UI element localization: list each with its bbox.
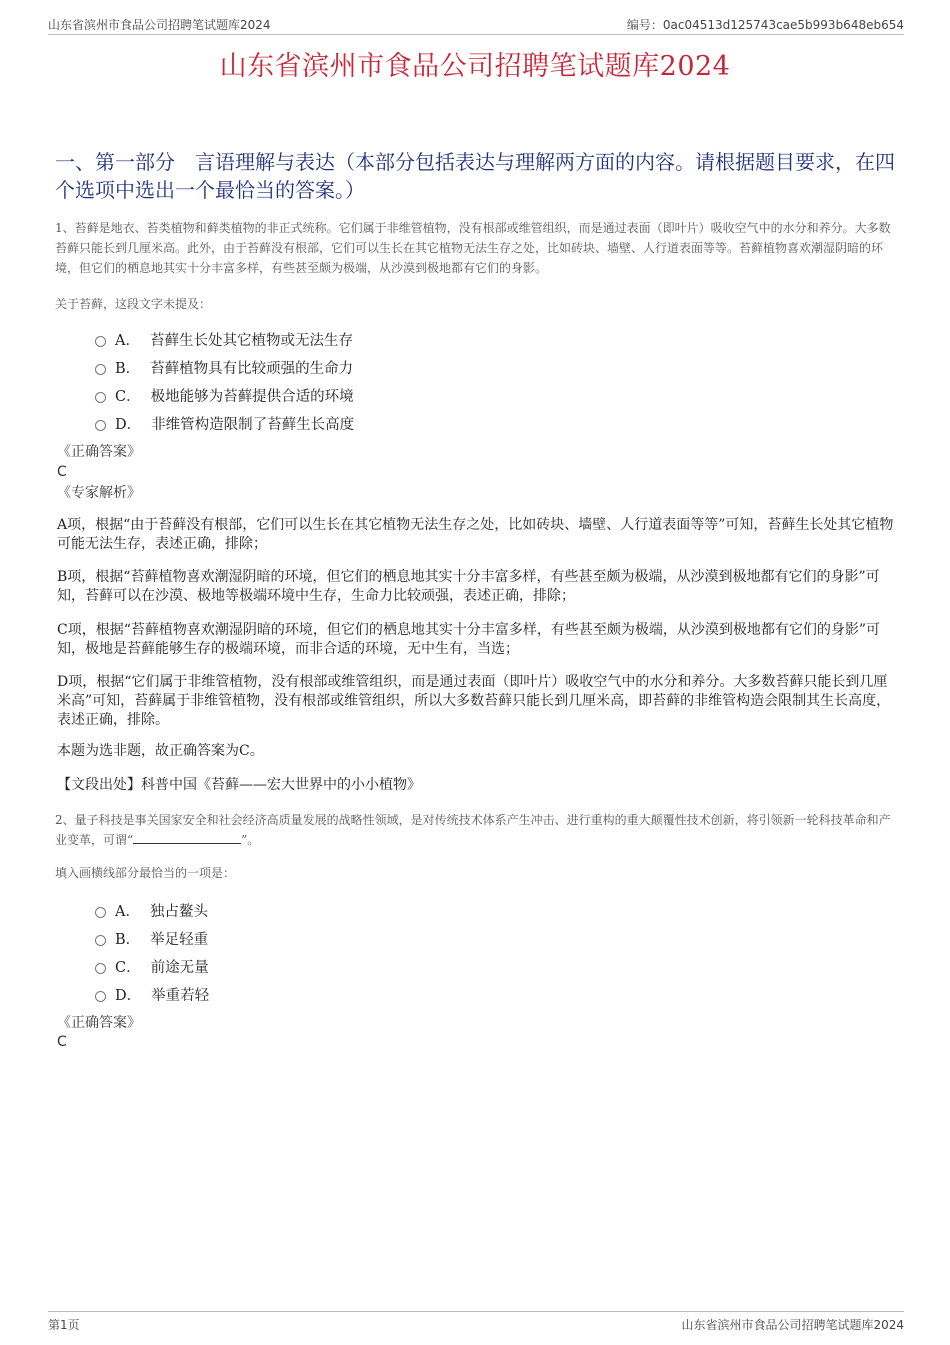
question-2-prompt: 填入画横线部分最恰当的一项是：: [55, 866, 236, 880]
option-text: 举重若轻: [151, 987, 210, 1004]
option-text: 前途无量: [150, 959, 209, 976]
header-doc-title: 山东省滨州市食品公司招聘笔试题库2024: [48, 18, 271, 32]
page-header: [48, 14, 904, 35]
q1-analysis-label: 《专家解析》: [57, 485, 141, 501]
option-key: D．: [115, 987, 142, 1004]
q2-option-a[interactable]: [95, 896, 209, 924]
q1-option-b[interactable]: [95, 353, 354, 381]
analysis-a: A项，根据“由于苔藓没有根部，它们可以生长在其它植物无法生存之处，比如砖块、墙壁、人行道表面等等”可知，苔藓生长处其它植物可能无法生存，表述正确，排除；: [57, 517, 894, 552]
header-doc-id: 编号：0ac04513d125743cae5b993b648eb654: [626, 18, 904, 32]
radio-icon[interactable]: [95, 907, 106, 918]
option-text: 苔藓植物具有比较顽强的生命力: [150, 360, 354, 377]
fill-in-blank: [133, 831, 241, 844]
option-text: 独占鳌头: [149, 903, 208, 920]
analysis-c: C项，根据“苔藓植物喜欢潮湿阴暗的环境，但它们的栖息地其实十分丰富多样，有些甚至颇为极端，从沙漠到极地都有它们的身影”可知，极地是苔藓能够生存的极端环境，而非合适的环境，无中生有，当选；: [57, 622, 881, 657]
q2-answer-value: [57, 1032, 67, 1052]
q1-answer-value: [57, 462, 67, 482]
q2-answer-label: 《正确答案》: [57, 1015, 141, 1031]
question-1-options: [95, 325, 354, 437]
analysis-conclusion: 本题为选非题，故正确答案为C。: [57, 743, 264, 759]
q1-option-d[interactable]: [95, 409, 354, 437]
analysis-source: 【文段出处】科普中国《苔藓——宏大世界中的小小植物》: [57, 777, 421, 793]
radio-icon[interactable]: [95, 392, 106, 403]
option-text: 苔藓生长处其它植物或无法生存: [149, 332, 353, 349]
answer-letter: C: [57, 464, 67, 480]
option-text: 非维管构造限制了苔藓生长高度: [151, 416, 355, 433]
radio-icon[interactable]: [95, 364, 106, 375]
q1-answer-label: 《正确答案》: [57, 444, 141, 460]
option-text: 极地能够为苔藓提供合适的环境: [150, 388, 354, 405]
section-heading: 一、第一部分 言语理解与表达（本部分包括表达与理解两方面的内容。请根据题目要求，在四个选项中选出一个最恰当的答案。）: [55, 150, 895, 202]
option-key: C．: [115, 388, 141, 405]
radio-icon[interactable]: [95, 963, 106, 974]
q2-option-b[interactable]: [95, 924, 209, 952]
q1-option-c[interactable]: [95, 381, 354, 409]
option-key: A．: [115, 903, 140, 920]
radio-icon[interactable]: [95, 336, 106, 347]
option-key: B．: [115, 931, 141, 948]
q2-option-d[interactable]: [95, 980, 209, 1008]
analysis-b: B项，根据“苔藓植物喜欢潮湿阴暗的环境，但它们的栖息地其实十分丰富多样，有些甚至颇为极端，从沙漠到极地都有它们的身影”可知，苔藓可以在沙漠、极地等极端环境中生存，生命力比较顽强，表述正确，排除；: [57, 569, 880, 604]
option-text: 举足轻重: [150, 931, 209, 948]
answer-letter: C: [57, 1034, 67, 1050]
q2-option-c[interactable]: [95, 952, 209, 980]
page-title: 山东省滨州市食品公司招聘笔试题库2024: [219, 51, 731, 82]
option-key: D．: [115, 416, 142, 433]
question-2-options: [95, 896, 209, 1008]
radio-icon[interactable]: [95, 935, 106, 946]
page-footer: [48, 1311, 904, 1334]
option-key: B．: [115, 360, 141, 377]
question-1-text: 1、苔藓是地衣、苔类植物和藓类植物的非正式统称。它们属于非维管植物，没有根部或维管组织，而是通过表面（即叶片）吸收空气中的水分和养分。大多数苔藓只能长到几厘米高。此外，由于苔藓没有根部，它们可以生长在其它植物无法生存之处，比如砖块、墙壁、人行道表面等等。苔藓植物喜欢潮湿阴暗的环境，但它们的栖息地其实十分丰富多样，有些甚至颇为极端，从沙漠到极地都有它们的身影。: [55, 221, 891, 275]
question-2-text: 2、量子科技是事关国家安全和社会经济高质量发展的战略性领域，是对传统技术体系产生冲击、进行重构的重大颠覆性技术创新，将引领新一轮科技革命和产业变革，可谓“ ”。: [55, 813, 891, 847]
footer-doc-title: 山东省滨州市食品公司招聘笔试题库2024: [681, 1318, 904, 1332]
analysis-d: D项，根据“它们属于非维管植物，没有根部或维管组织，而是通过表面（即叶片）吸收空气中的水分和养分。大多数苔藓只能长到几厘米高”可知，苔藓属于非维管植物，没有根部或维管组织，所以大多数苔藓只能长到几厘米高，即苔藓的非维管构造会限制其生长高度，表述正确，排除。: [57, 674, 891, 728]
question-1-prompt: 关于苔藓，这段文字未提及：: [55, 297, 212, 311]
page-number: 第1页: [48, 1318, 80, 1332]
q1-option-a[interactable]: [95, 325, 354, 353]
radio-icon[interactable]: [95, 420, 106, 431]
option-key: C．: [115, 959, 141, 976]
option-key: A．: [115, 332, 140, 349]
radio-icon[interactable]: [95, 991, 106, 1002]
